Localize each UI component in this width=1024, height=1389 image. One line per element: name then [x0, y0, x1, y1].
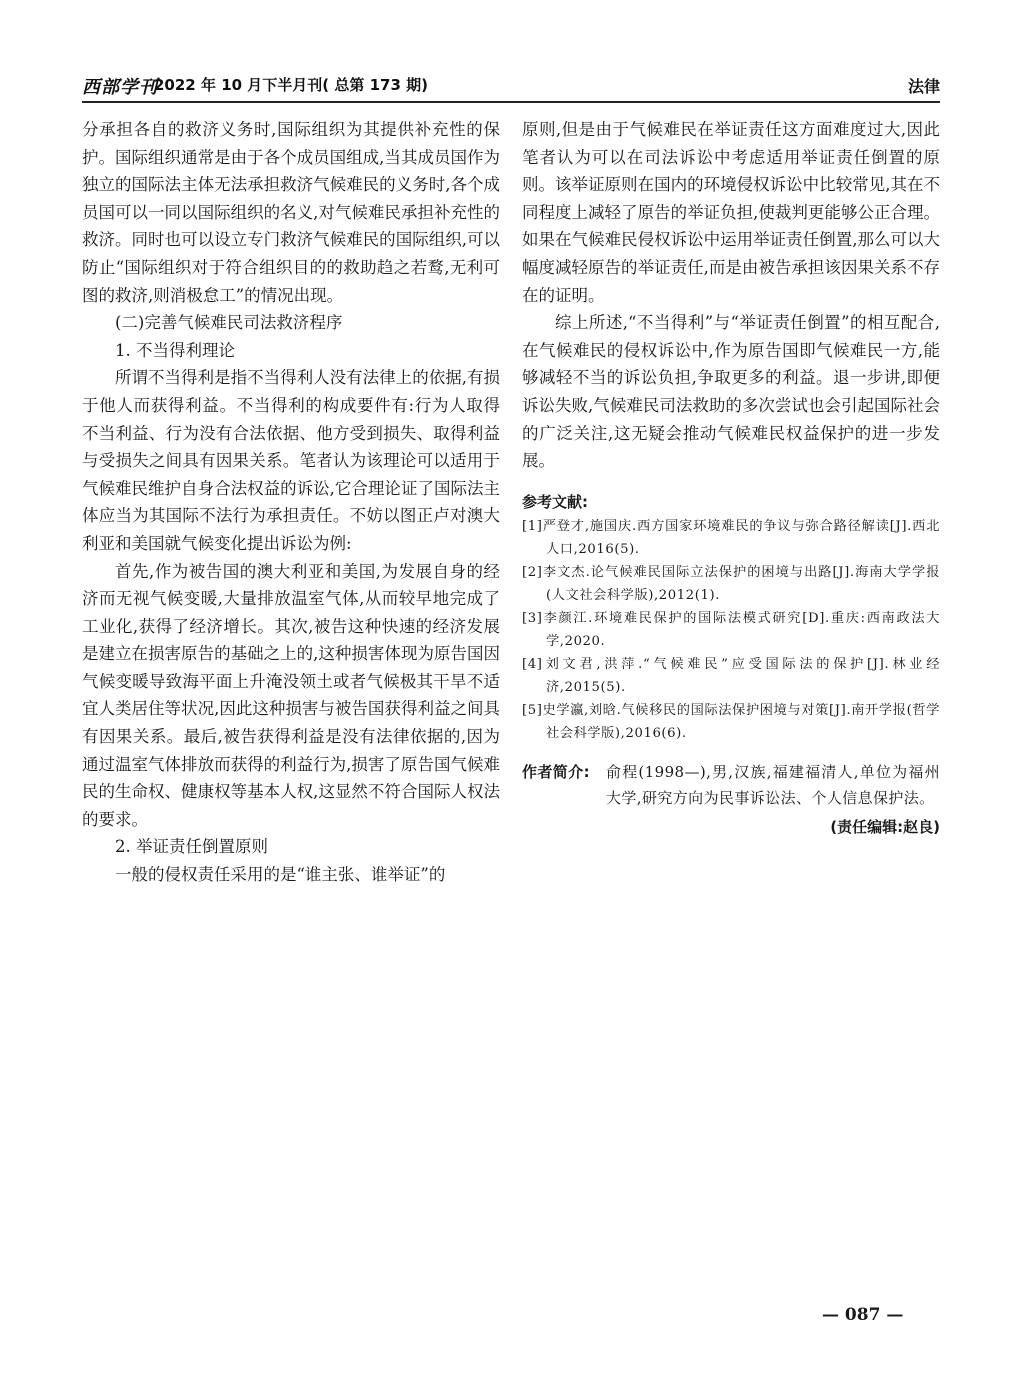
author-text: 俞程(1998—),男,汉族,福建福清人,单位为福州大学,研究方向为民事诉讼法、个人信息保护法。	[606, 762, 940, 807]
reference-item: [5]史学瀛,刘晗.气候移民的国际法保护困境与对策[J].南开学报(哲学社会科学版),2016(6).	[522, 702, 940, 741]
author-bio	[522, 759, 940, 811]
author-label: 作者简介:	[522, 762, 590, 781]
reference-item: [1]严登才,施国庆.西方国家环境难民的争议与弥合路径解读[J].西北人口,2016(5).	[522, 518, 940, 557]
paragraph: 原则,但是由于气候难民在举证责任这方面难度过大,因此笔者认为可以在司法诉讼中考虑适用举证责任倒置的原则。该举证原则在国内的环境侵权诉讼中比较常见,其在不同程度上减轻了原告的举证负担,使裁判更能够公正合理。如果在气候难民侵权诉讼中运用举证责任倒置,那么可以大幅度减轻原告的举证责任,而是由被告承担该因果关系不存在的证明。	[522, 120, 940, 305]
subsection-heading: 2. 举证责任倒置原则	[115, 837, 268, 857]
references-list	[522, 515, 940, 745]
paragraph: 首先,作为被告国的澳大利亚和美国,为发展自身的经济而无视气候变暖,大量排放温室气体,从而较早地完成了工业化,获得了经济增长。其次,被告这种快速的经济发展是建立在损害原告的基础之上的,这种损害体现为原告国因气候变暖导致海平面上升淹没领土或者气候极其干旱不适宜人类居住等状况,因此这种损害与被告国获得利益之间具有因果关系。最后,被告获得利益是没有法律依据的,因为通过温室气体排放而获得的利益行为,损害了原告国气候难民的生命权、健康权等基本人权,这显然不符合国际人权法的要求。	[82, 561, 500, 829]
reference-item: [2]李文杰.论气候难民国际立法保护的困境与出路[J].海南大学学报(人文社会科学版),2012(1).	[522, 564, 940, 603]
references-title: 参考文献:	[522, 492, 588, 511]
page-header	[82, 71, 940, 103]
editor-credit: (责任编辑:赵良)	[830, 817, 940, 836]
right-column	[522, 116, 940, 841]
paragraph: 综上所述,“不当得利”与“举证责任倒置”的相互配合,在气候难民的侵权诉讼中,作为原告国即气候难民一方,能够减轻不当的诉讼负担,争取更多的利益。退一步讲,即便诉讼失败,气候难民司法救助的多次尝试也会引起国际社会的广泛关注,这无疑会推动气候难民权益保护的进一步发展。	[522, 313, 940, 471]
reference-item: [4]刘文君,洪萍.“气候难民”应受国际法的保护[J].林业经济,2015(5).	[522, 656, 940, 695]
journal-logo: 西部学刊	[82, 77, 158, 98]
issue-info: 2022 年 10 月下半月刊( 总第 173 期)	[154, 76, 428, 94]
page-number: — 087 —	[822, 1305, 904, 1325]
section-name: 法律	[907, 77, 940, 96]
section-heading: (二)完善气候难民司法救济程序	[115, 313, 343, 333]
subsection-heading: 1. 不当得利理论	[115, 340, 235, 360]
paragraph: 所谓不当得利是指不当得利人没有法律上的依据,有损于他人而获得利益。不当得利的构成要件有:行为人取得不当利益、行为没有合法依据、他方受到损失、取得利益与受损失之间具有因果关系。笔者认为该理论可以适用于气候难民维护自身合法权益的诉讼,它合理论证了国际法主体应当为其国际不法行为承担责任。不妨以图正卢对澳大利亚和美国就气候变化提出诉讼为例:	[82, 368, 500, 553]
paragraph: 一般的侵权责任采用的是“谁主张、谁举证”的	[115, 865, 446, 885]
reference-item: [3]李颜江.环境难民保护的国际法模式研究[D].重庆:西南政法大学,2020.	[522, 610, 940, 649]
left-column	[82, 116, 500, 889]
paragraph: 分承担各自的救济义务时,国际组织为其提供补充性的保护。国际组织通常是由于各个成员国组成,当其成员国作为独立的国际法主体无法承担救济气候难民的义务时,各个成员国可以一同以国际组织的名义,对气候难民承担补充性的救济。同时也可以设立专门救济气候难民的国际组织,可以防止“国际组织对于符合组织目的的救助趋之若鹜,无利可图的救济,则消极怠工”的情况出现。	[82, 120, 500, 305]
